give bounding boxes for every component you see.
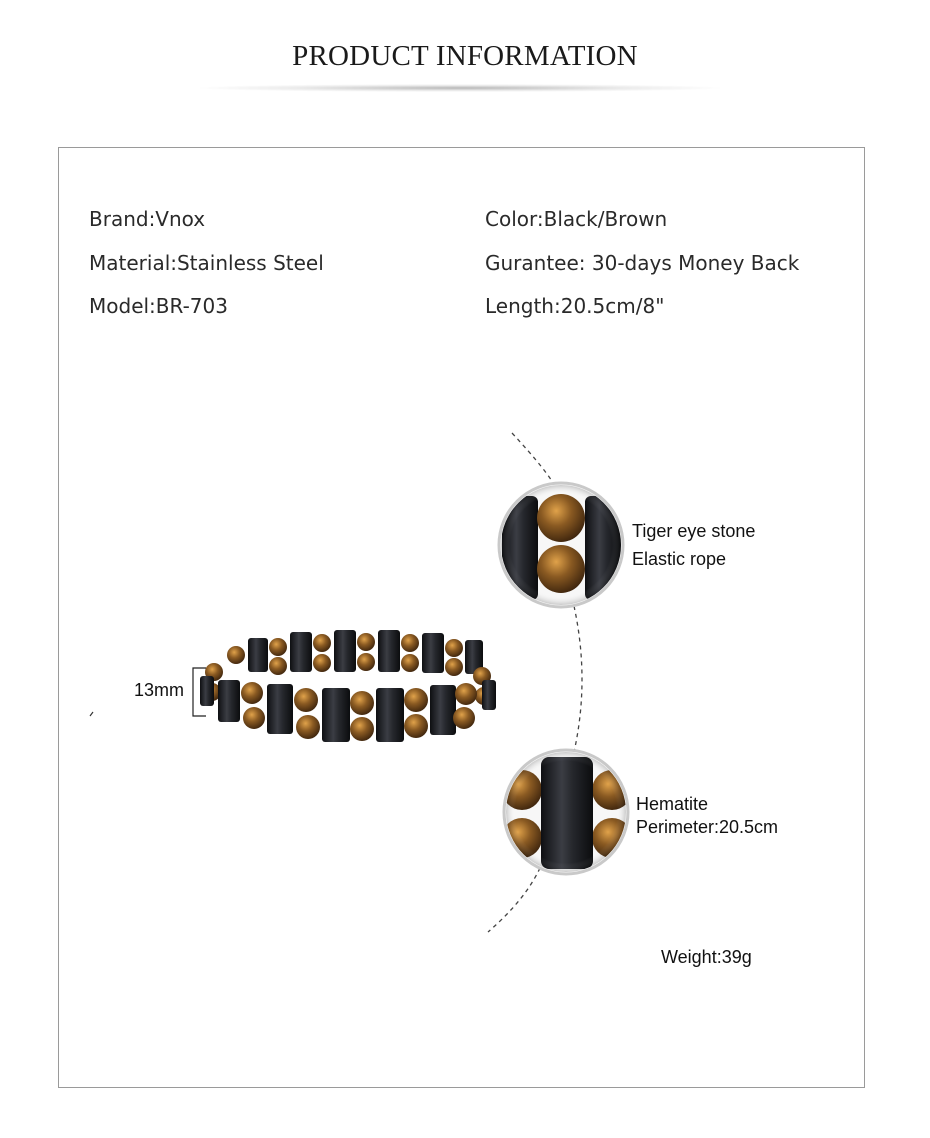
spec-guarantee: Gurantee: 30-days Money Back [485,251,800,275]
spec-model: Model:BR-703 [89,294,228,318]
bracelet-image [200,630,496,742]
callout-elastic-rope: Elastic rope [632,549,727,569]
hematite-magnifier [502,750,632,874]
callout-width: 13mm [134,680,185,700]
tiger-eye-magnifier [499,483,624,607]
page-title: PRODUCT INFORMATION [292,40,638,72]
connector-arc-middle [574,606,582,752]
callout-perimeter: Perimeter:20.5cm [636,817,779,837]
spec-brand: Brand:Vnox [89,207,206,231]
spec-length: Length:20.5cm/8" [485,294,665,318]
callout-hematite: Hematite [636,794,709,814]
bracelet-back-row [227,630,483,676]
callout-tiger-eye: Tiger eye stone [632,521,756,541]
stray-tick-mark [90,712,93,716]
connector-arc-top [512,433,556,488]
connector-arc-bottom [488,868,540,932]
callout-weight: Weight:39g [661,947,752,967]
spec-material: Material:Stainless Steel [89,251,324,275]
bracelet-front-row [218,680,477,742]
spec-color: Color:Black/Brown [485,207,668,231]
